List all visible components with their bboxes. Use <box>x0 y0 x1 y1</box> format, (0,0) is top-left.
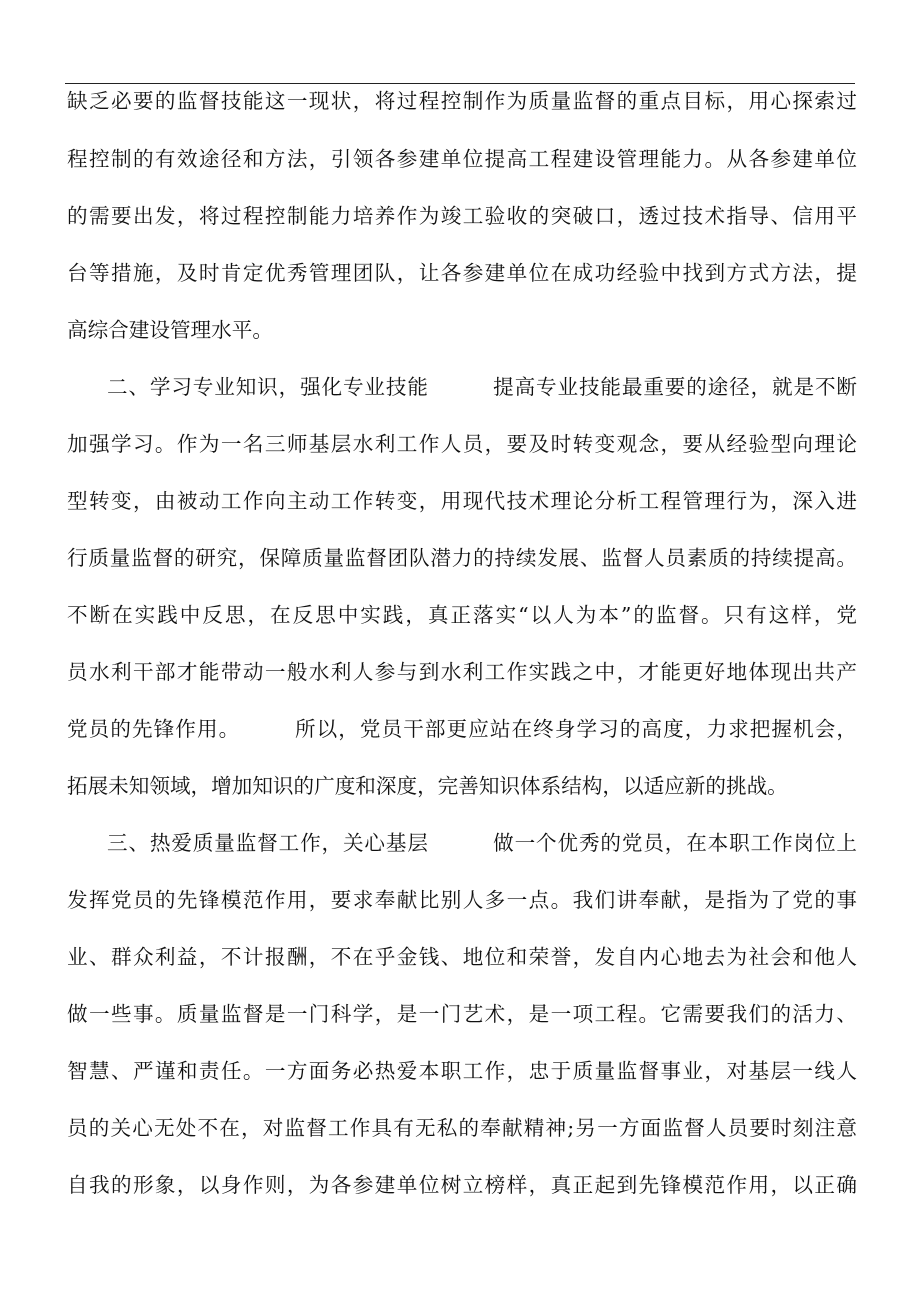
text-line: 程控制的有效途径和方法，引领各参建单位提高工程建设管理能力。从各参建单位 <box>67 147 857 171</box>
text-line: 型转变，由被动工作向主动工作转变，用现代技术理论分析工程管理行为，深入进 <box>67 489 857 513</box>
section-heading-line: 二、学习专业知识，强化专业技能 提高专业技能最重要的途径，就是不断 <box>107 375 857 399</box>
text-line: 拓展未知领域，增加知识的广度和深度，完善知识体系结构，以适应新的挑战。 <box>67 774 788 798</box>
text-line: 做一些事。质量监督是一门科学，是一门艺术，是一项工程。它需要我们的活力、 <box>67 1002 857 1026</box>
text-line: 智慧、严谨和责任。一方面务必热爱本职工作，忠于质量监督事业，对基层一线人 <box>67 1059 857 1083</box>
text-line: 不断在实践中反思，在反思中实践，真正落实“以人为本”的监督。只有这样，党 <box>67 603 857 627</box>
text-line: 党员的先锋作用。 所以，党员干部更应站在终身学习的高度，力求把握机会， <box>67 717 857 741</box>
text-line: 自我的形象，以身作则，为各参建单位树立榜样，真正起到先锋模范作用，以正确 <box>67 1173 857 1197</box>
section-heading-line: 三、热爱质量监督工作，关心基层 做一个优秀的党员，在本职工作岗位上 <box>107 831 857 855</box>
text-line: 员的关心无处不在，对监督工作具有无私的奉献精神;另一方面监督人员要时刻注意 <box>67 1116 857 1140</box>
text-line: 的需要出发，将过程控制能力培养作为竣工验收的突破口，透过技术指导、信用平 <box>67 204 857 228</box>
text-line: 加强学习。作为一名三师基层水利工作人员，要及时转变观念，要从经验型向理论 <box>67 432 857 456</box>
text-line: 行质量监督的研究，保障质量监督团队潜力的持续发展、监督人员素质的持续提高。 <box>67 546 857 570</box>
text-line: 业、群众利益，不计报酬，不在乎金钱、地位和荣誉，发自内心地去为社会和他人 <box>67 945 857 969</box>
text-line: 员水利干部才能带动一般水利人参与到水利工作实践之中，才能更好地体现出共产 <box>67 660 857 684</box>
text-line: 台等措施，及时肯定优秀管理团队，让各参建单位在成功经验中找到方式方法，提 <box>67 261 857 285</box>
text-line: 发挥党员的先锋模范作用，要求奉献比别人多一点。我们讲奉献，是指为了党的事 <box>67 888 857 912</box>
text-line: 高综合建设管理水平。 <box>67 318 273 342</box>
text-line: 缺乏必要的监督技能这一现状，将过程控制作为质量监督的重点目标，用心探索过 <box>67 89 857 113</box>
